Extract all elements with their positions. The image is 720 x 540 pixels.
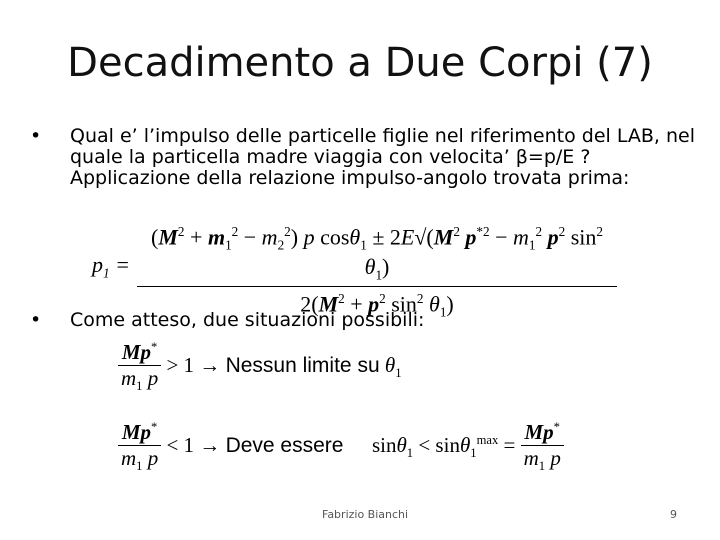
bullet-1-text: Qual e’ l’impulso delle particelle figlie nel riferimento del LAB, nel quale la particella madre viaggia con velocita’ β=p/E ? Applicazione della relazione impulso-angolo trovata prima: [70, 125, 695, 189]
slide-title: Decadimento a Due Corpi (7) [67, 40, 653, 86]
footer-author: Fabrizio Bianchi [322, 508, 409, 521]
bullet-2-text: Come atteso, due situazioni possibili: [70, 309, 425, 331]
bullet-marker: • [30, 309, 42, 331]
bullet-marker: • [30, 125, 42, 147]
formula-case-2: $\frac{Mp^*}{m_1 p}$ < 1 → Deve essere sinθ$_1$ < sinθ$_1^{max}$ = $\frac{Mp^*}{m_1 p}$ [118, 420, 564, 474]
bullet-1 [30, 126, 710, 189]
case-2-text: Deve essere [225, 433, 344, 457]
case-1-text: Nessun limite su [225, 353, 380, 377]
bullet-2 [30, 310, 710, 331]
footer-page-number: 9 [670, 508, 677, 521]
formula-case-1: $\frac{Mp^*}{m_1 p}$ > 1 → Nessun limite su $\theta_1$ [118, 340, 402, 394]
